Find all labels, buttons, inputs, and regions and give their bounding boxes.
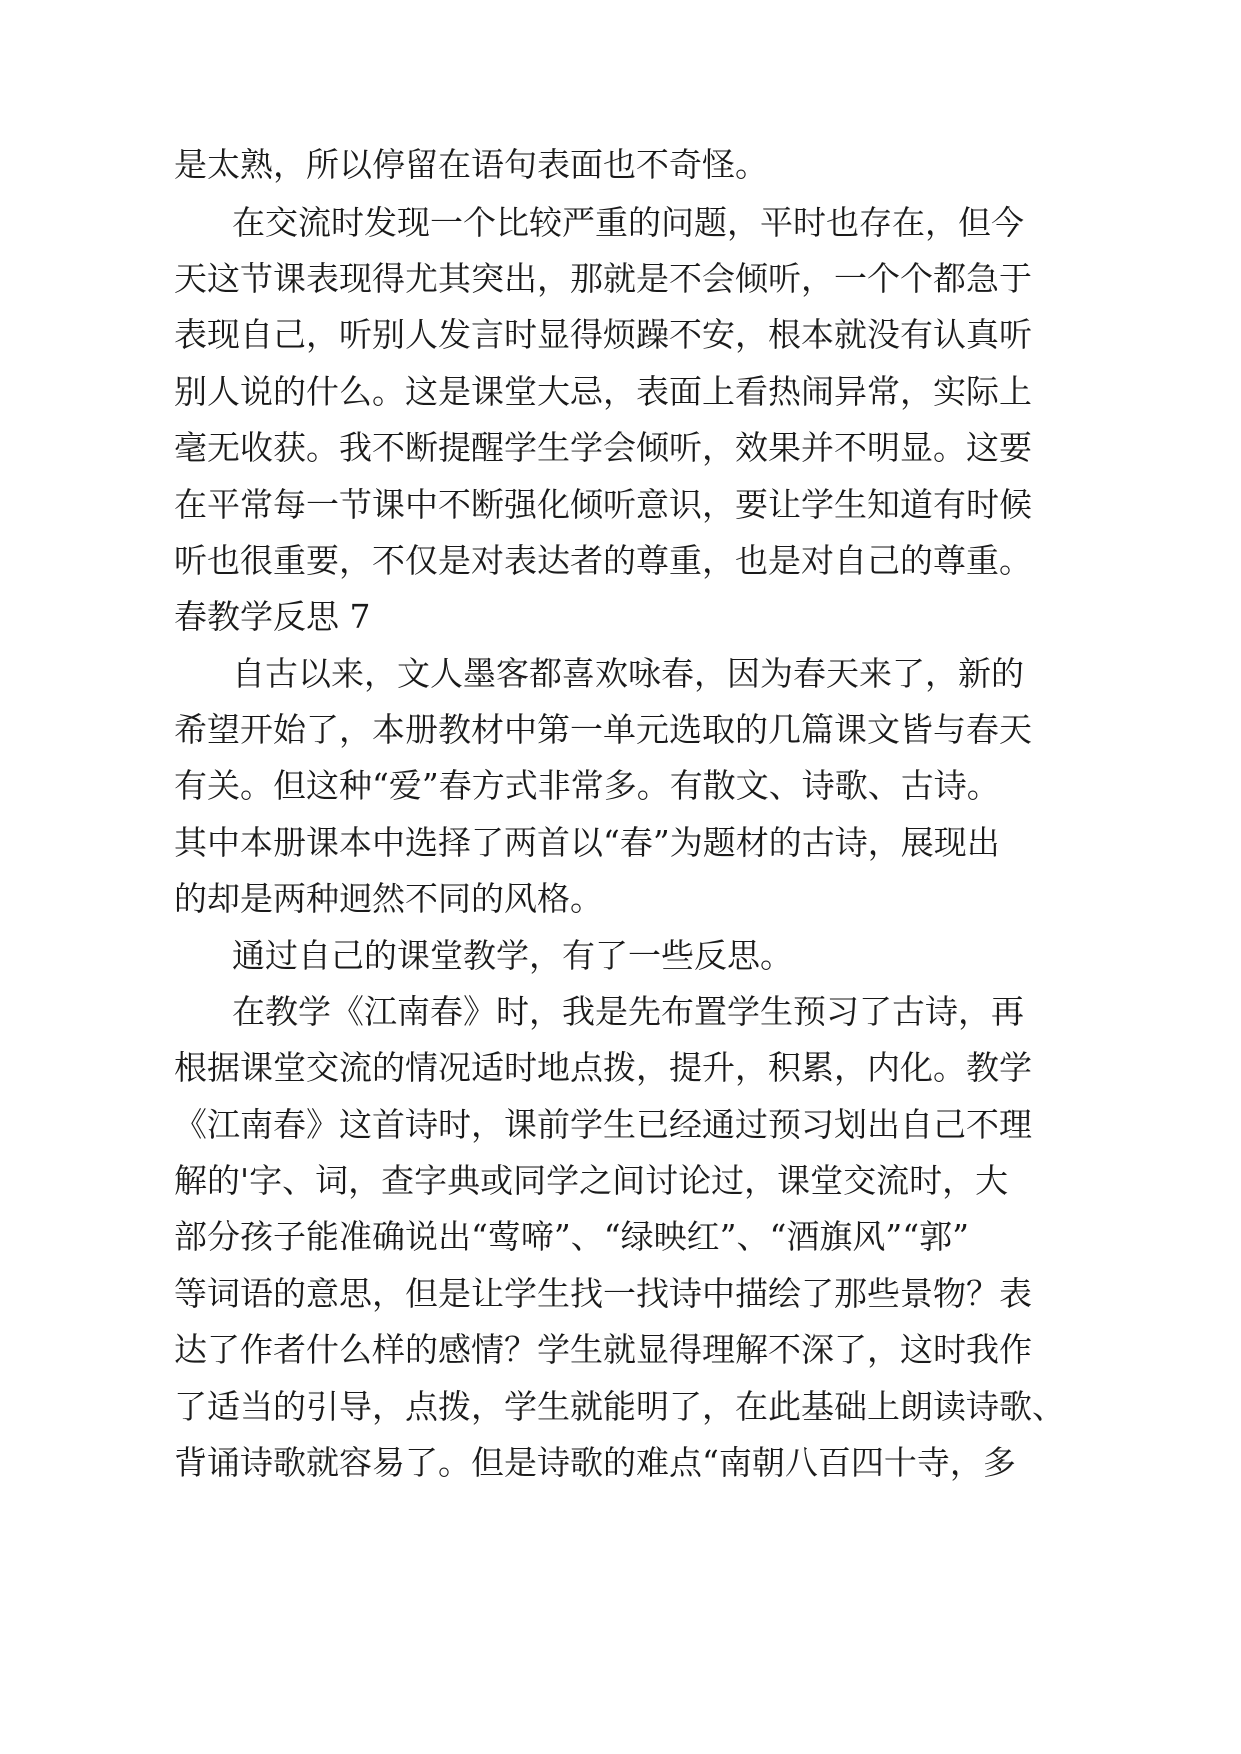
- paragraph-start-line: 自古以来，文人墨客都喜欢咏春，因为春天来了，新的: [232, 654, 1024, 693]
- paragraph-start-line: 在交流时发现一个比较严重的问题，平时也存在，但今: [232, 203, 1024, 242]
- paragraph-start-line: 在教学《江南春》时，我是先布置学生预习了古诗，再: [232, 992, 1024, 1031]
- text-line: 达了作者什么样的感情？学生就显得理解不深了，这时我作: [174, 1330, 1032, 1369]
- text-line: 部分孩子能准确说出“莺啼”、“绿映红”、“酒旗风”“郭”: [174, 1217, 969, 1256]
- text-line: 背诵诗歌就容易了。但是诗歌的难点“南朝八百四十寺，多: [174, 1443, 1016, 1482]
- text-line: 天这节课表现得尤其突出，那就是不会倾听，一个个都急于: [174, 259, 1032, 298]
- text-line: 等词语的意思，但是让学生找一找诗中描绘了那些景物？表: [174, 1274, 1032, 1313]
- text-line: 有关。但这种“爱”春方式非常多。有散文、诗歌、古诗。: [174, 766, 1000, 805]
- text-line: 其中本册课本中选择了两首以“春”为题材的古诗，展现出: [174, 823, 1000, 862]
- text-line: 表现自己，听别人发言时显得烦躁不安，根本就没有认真听: [174, 315, 1032, 354]
- text-line: 根据课堂交流的情况适时地点拨，提升，积累，内化。教学: [174, 1048, 1032, 1087]
- section-heading: 春教学反思 7: [174, 597, 371, 636]
- text-line: 是太熟，所以停留在语句表面也不奇怪。: [174, 145, 768, 184]
- text-line: 毫无收获。我不断提醒学生学会倾听，效果并不明显。这要: [174, 428, 1032, 467]
- text-line: 希望开始了，本册教材中第一单元选取的几篇课文皆与春天: [174, 710, 1032, 749]
- text-line: 听也很重要，不仅是对表达者的尊重，也是对自己的尊重。: [174, 541, 1032, 580]
- text-line: 别人说的什么。这是课堂大忌，表面上看热闹异常，实际上: [174, 372, 1032, 411]
- text-line: 的却是两种迥然不同的风格。: [174, 879, 603, 918]
- paragraph-start-line: 通过自己的课堂教学，有了一些反思。: [232, 936, 793, 975]
- text-line: 了适当的引导，点拨，学生就能明了，在此基础上朗读诗歌、: [174, 1387, 1065, 1426]
- text-line: 解的'字、词，查字典或同学之间讨论过，课堂交流时，大: [174, 1161, 1009, 1200]
- text-line: 在平常每一节课中不断强化倾听意识，要让学生知道有时候: [174, 485, 1032, 524]
- text-line: 《江南春》这首诗时，课前学生已经通过预习划出自己不理: [174, 1105, 1032, 1144]
